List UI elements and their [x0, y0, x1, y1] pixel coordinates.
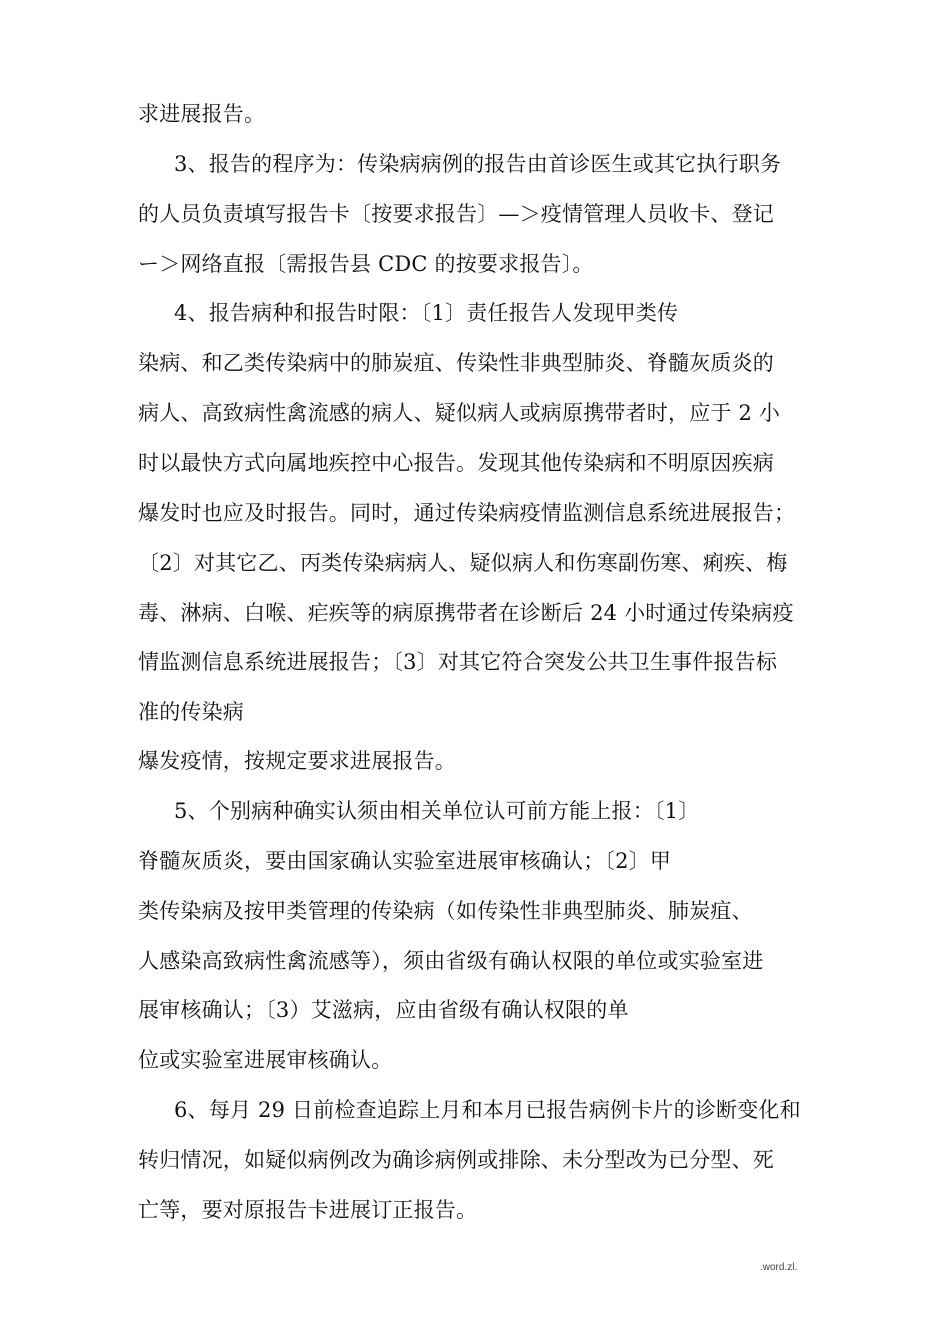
- text-line: 毒、淋病、白喉、疟疾等的病原携带者在诊断后 24 小时通过传染病疫: [138, 601, 794, 625]
- text-line: 人感染高致病性禽流感等），须由省级有确认权限的单位或实验室进: [138, 949, 764, 973]
- text-line: 〔2〕对其它乙、丙类传染病病人、疑似病人和伤寒副伤寒、痢疾、梅: [138, 551, 788, 575]
- text-line: 类传染病及按甲类管理的传染病（如传染性非典型肺炎、肺炭疽、: [138, 899, 753, 923]
- text-line: 爆发时也应及时报告。同时，通过传染病疫情监测信息系统进展报告；: [138, 501, 796, 525]
- text-line: 脊髓灰质炎，要由国家确认实验室进展审核确认；〔2〕甲: [138, 849, 672, 873]
- text-line: 4、报告病种和报告时限：〔1〕责任报告人发现甲类传: [174, 301, 679, 325]
- text-line: 情监测信息系统进展报告；〔3〕对其它符合突发公共卫生事件报告标: [138, 650, 778, 674]
- text-line: 6、每月 29 日前检查追踪上月和本月已报告病例卡片的诊断变化和: [174, 1098, 801, 1122]
- text-line: ー＞网络直报〔需报告县 CDC 的按要求报告〕。: [138, 252, 594, 276]
- text-line: 爆发疫情，按规定要求进展报告。: [138, 749, 456, 773]
- text-line: 准的传染病: [138, 700, 244, 724]
- footer-text: .word.zl.: [760, 1262, 798, 1273]
- text-line: 转归情况，如疑似病例改为确诊病例或排除、未分型改为已分型、死: [138, 1148, 774, 1172]
- text-line: 亡等，要对原报告卡进展订正报告。: [138, 1198, 478, 1222]
- text-line: 染病、和乙类传染病中的肺炭疽、传染性非典型肺炎、脊髓灰质炎的: [138, 351, 774, 375]
- text-line: 病人、高致病性禽流感的病人、疑似病人或病原携带者时，应于 2 小: [138, 401, 781, 425]
- text-line: 位或实验室进展审核确认。: [138, 1048, 393, 1072]
- text-line: 时以最快方式向属地疾控中心报告。发现其他传染病和不明原因疾病: [138, 451, 774, 475]
- text-line: 3、报告的程序为：传染病病例的报告由首诊医生或其它执行职务: [174, 152, 782, 176]
- text-line: 的人员负责填写报告卡〔按要求报告〕—＞疫情管理人员收卡、登记: [138, 202, 774, 226]
- text-line: 5、个别病种确实认须由相关单位认可前方能上报：〔1〕: [174, 799, 700, 823]
- text-line: 求进展报告。: [138, 102, 266, 126]
- text-line: 展审核确认；〔3）艾滋病，应由省级有确认权限的单: [138, 998, 629, 1022]
